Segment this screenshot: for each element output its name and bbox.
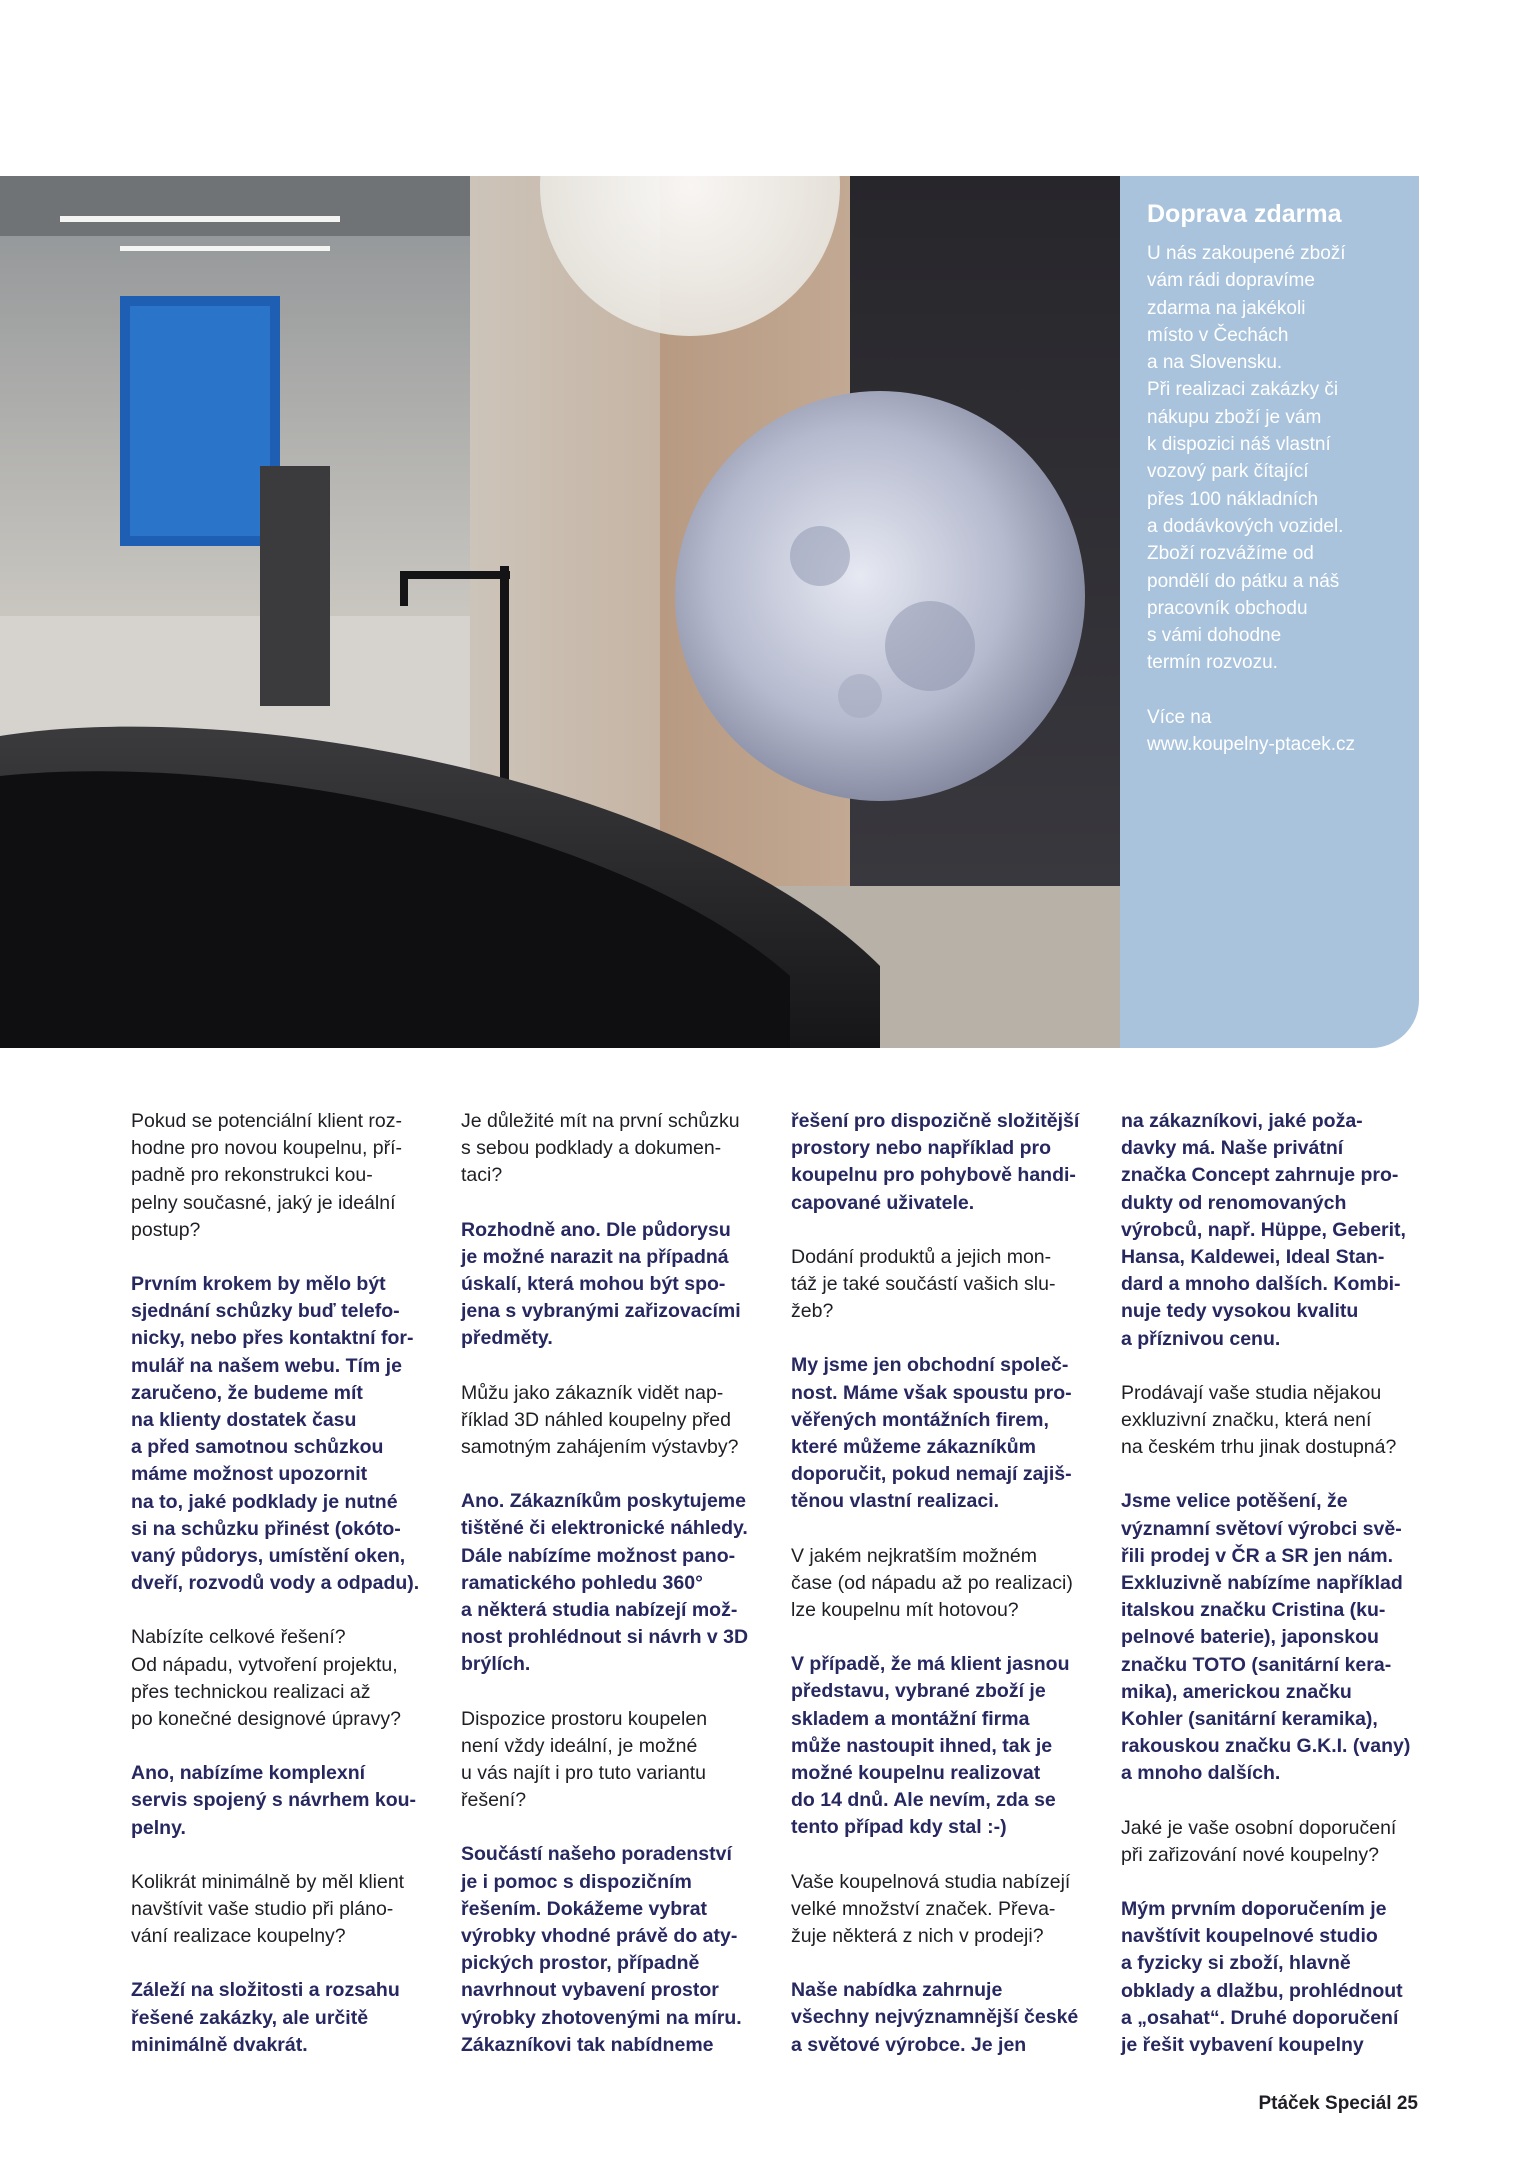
- answer: Součástí našeho poradenství je i pomoc s dispozičním řešením. Dokážeme vybrat výrobky vhodné právě do aty- pických prostor, případně navrhnout vybavení prostor výrobky zhotovenými na míru. Zákazníkovi tak nabídneme: [461, 1843, 742, 2056]
- answer: Ano. Zákazníkům poskytujeme tištěné či elektronické náhledy. Dále nabízíme možnost pano- ramatického pohledu 360° a některá studia nabízejí mož- nost prohlédnout si návrh v 3D brýlích.: [461, 1490, 749, 1676]
- delivery-info-box: [1120, 176, 1419, 1048]
- answer: Jsme velice potěšení, že významní světoví výrobci svě- řili prodej v ČR a SR jen nám. Exkluzivně nabízíme například italskou značku Cristina (ku- pelnové baterie), japonskou značku TOTO (sanitární kera- mika), americkou značku Kohler (sanitární keramika), rakouskou značku G.K.I. (vany) a mnoho dalších.: [1121, 1490, 1411, 1785]
- question: Nabízíte celkové řešení? Od nápadu, vytvoření projektu, přes technickou realizaci až po konečné designové úpravy?: [131, 1626, 401, 1731]
- page-footer: [1100, 2093, 1418, 2115]
- more-info-label: Více na: [1147, 706, 1212, 728]
- text-column-1: [131, 1108, 441, 2086]
- answer: Záleží na složitosti a rozsahu řešené zakázky, ale určitě minimálně dvakrát.: [131, 1979, 400, 2056]
- page-number: 25: [1396, 2093, 1418, 2114]
- bathroom-showroom-illustration: [0, 176, 1120, 1048]
- answer: Rozhodně ano. Dle půdorysu je možné narazit na případná úskalí, která mohou být spo- jena s vybranými zařizovacími předměty.: [461, 1218, 741, 1350]
- magazine-name: Ptáček Speciál: [1258, 2093, 1392, 2114]
- question: Pokud se potenciální klient roz- hodne pro novou koupelnu, pří- padně pro rekonstrukci kou- pelny současné, jaký je ideální postup?: [131, 1110, 403, 1241]
- text-column-2: [461, 1108, 771, 2086]
- question: Dodání produktů a jejich mon- táž je také součástí vašich slu- žeb?: [791, 1245, 1056, 1323]
- website-link[interactable]: www.koupelny-ptacek.cz: [1147, 734, 1356, 756]
- answer: Prvním krokem by mělo být sjednání schůzky buď telefo- nicky, nebo přes kontaktní for- mulář na našem webu. Tím je zaručeno, že budeme mít na klienty dostatek času a před samotnou schůzkou máme možnost upozornit na to, jaké podklady je nutné si na schůzku přinést (okóto- vaný půdorys, umístění oken, dveří, rozvodů vody a odpadu).: [131, 1273, 420, 1595]
- answer: Naše nabídka zahrnuje všechny nejvýznamnější české a světové výrobce. Je jen: [791, 1979, 1079, 2056]
- delivery-body: U nás zakoupené zboží vám rádi dopravíme zdarma na jakékoli místo v Čechách a na Slovensku. Při realizaci zakázky či nákupu zboží je vám k dispozici náš vlastní vozový park čítající přes 100 nákladních a dodávkových vozidel. Zboží rozvážíme od pondělí do pátku a náš pracovník obchodu s vámi dohodne termín rozvozu.: [1147, 243, 1346, 674]
- question: Vaše koupelnová studia nabízejí velké množství značek. Převa- žuje některá z nich v prodeji?: [791, 1870, 1071, 1948]
- text-column-3: [791, 1108, 1101, 2086]
- question: Můžu jako zákazník vidět nap- říklad 3D náhled koupelny před samotným zahájením výstavby?: [461, 1381, 739, 1459]
- question: Kolikrát minimálně by měl klient navštívit vaše studio při pláno- vání realizace koupelny?: [131, 1870, 405, 1948]
- answer: Mým prvním doporučením je navštívit koupelnové studio a fyzicky si zboží, hlavně obklady a dlažbu, prohlédnout a „osahat“. Druhé doporučení je řešit vybavení koupelny: [1121, 1898, 1403, 2057]
- question: Jaké je vaše osobní doporučení při zařizování nové koupelny?: [1121, 1816, 1397, 1866]
- question: V jakém nejkratším možném čase (od nápadu až po realizaci) lze koupelnu mít hotovou?: [791, 1544, 1073, 1622]
- question: Je důležité mít na první schůzku s sebou podklady a dokumen- taci?: [461, 1110, 740, 1187]
- answer: řešení pro dispozičně složitější prostory nebo například pro koupelnu pro pohybově handi- capované uživatele.: [791, 1110, 1080, 1214]
- question: Prodávají vaše studia nějakou exkluzivní značku, která není na českém trhu jinak dostupná?: [1121, 1381, 1397, 1459]
- answer: Ano, nabízíme komplexní servis spojený s návrhem kou- pelny.: [131, 1762, 417, 1839]
- text-column-4: [1121, 1108, 1431, 2086]
- hero-photo: [0, 176, 1120, 1048]
- question: Dispozice prostoru koupelen není vždy ideální, je možné u vás najít i pro tuto variantu řešení?: [461, 1707, 708, 1812]
- answer: My jsme jen obchodní společ- nost. Máme však spoustu pro- věřených montážních firem, které můžeme zákazníkům doporučit, pokud nemají zajiš- těnou vlastní realizaci.: [791, 1354, 1072, 1513]
- delivery-title: Doprava zdarma: [1147, 200, 1342, 228]
- answer: na zákazníkovi, jaké poža- davky má. Naše privátní značka Concept zahrnuje pro- dukty od renomovaných výrobců, např. Hüppe, Geberit, Hansa, Kaldewei, Ideal Stan- dard a mnoho dalších. Kombi- nuje tedy vysokou kvalitu a příznivou cenu.: [1121, 1110, 1406, 1350]
- answer: V případě, že má klient jasnou představu, vybrané zboží je skladem a montážní firma může nastoupit ihned, tak je možné koupelnu realizovat do 14 dnů. Ale nevím, zda se tento případ kdy stal :-): [791, 1653, 1070, 1839]
